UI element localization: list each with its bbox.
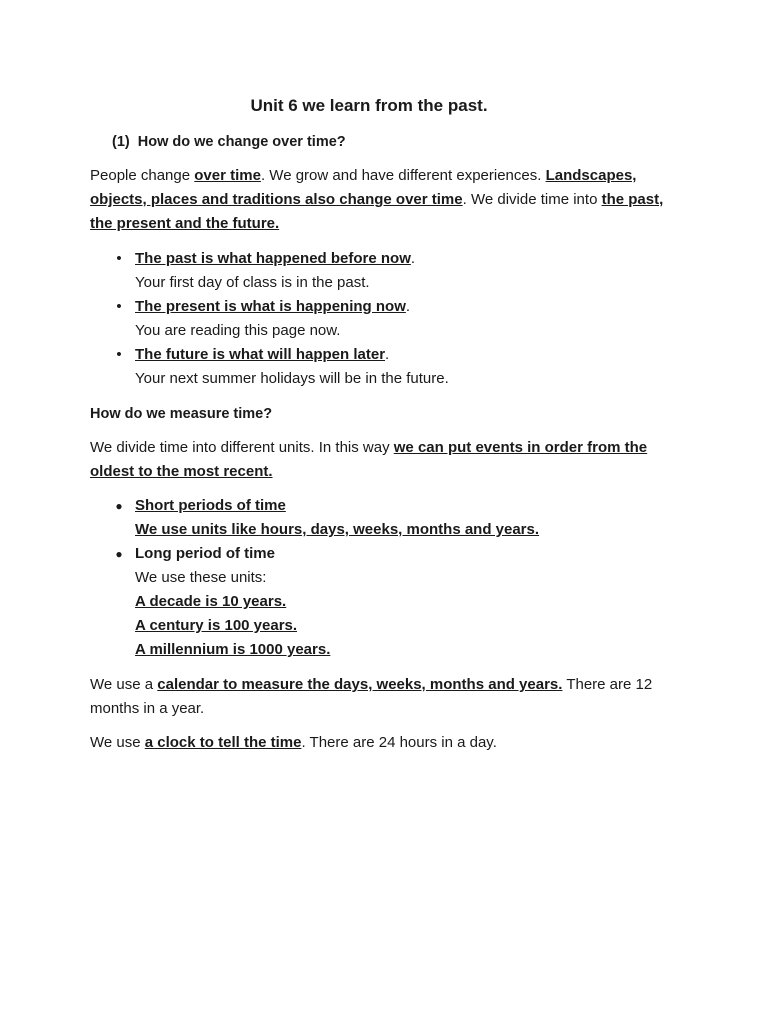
calendar-key: calendar to measure the days, weeks, months and years. (157, 676, 563, 693)
bullet-icon: ● (115, 547, 123, 561)
intro-key-over-time: over time (194, 167, 261, 184)
calendar-text-2: There are 12 months in a year. (90, 676, 653, 717)
long-period-intro: We use these units: (135, 569, 267, 586)
bullet-icon: ● (115, 499, 123, 513)
intro-text-2: . We grow and have different experiences. (260, 167, 546, 184)
short-periods-units: We use units like hours, days, weeks, months and years. (135, 521, 540, 538)
list-item-example: You are reading this page now. (135, 322, 341, 339)
clock-key: a clock to tell the time (144, 734, 302, 751)
section-number: (1) (112, 134, 130, 150)
bullet-icon: • (116, 346, 122, 363)
page-title: Unit 6 we learn from the past. (250, 96, 488, 115)
section-heading-measure: How do we measure time? (90, 406, 273, 422)
short-periods-heading: Short periods of time (135, 497, 286, 514)
intro-text-1: People change (90, 167, 195, 184)
intro-key-landscapes: Landscapes, objects, places and traditions also change over time (90, 167, 637, 208)
intro-key-past-present-future: the past, the present and the future. (90, 191, 664, 232)
intro-text-3: . We divide time into (462, 191, 602, 208)
list-item-short-periods (110, 494, 710, 542)
list-item-example: Your first day of class is in the past. (135, 274, 370, 291)
list-item-main (135, 343, 710, 367)
unit-century: A century is 100 years. (135, 617, 298, 634)
list-item-bold: The future is what will happen later (135, 346, 386, 363)
bullet-icon: • (116, 298, 122, 315)
list-item-long-period (110, 542, 710, 662)
section-heading-text: How do we change over time? (137, 134, 346, 150)
list-item-tail: . (385, 346, 390, 363)
intro-paragraph (90, 164, 680, 236)
clock-text-1: We use (90, 734, 145, 751)
bullet-icon: • (116, 250, 122, 267)
time-units-list (110, 494, 710, 662)
long-period-heading: Long period of time (135, 545, 275, 562)
list-item-main (135, 295, 710, 319)
list-item (110, 343, 710, 391)
clock-paragraph (90, 731, 680, 755)
calendar-text-1: We use a (90, 676, 158, 693)
measure-text: We divide time into different units. In this way (90, 439, 394, 456)
time-periods-list (110, 247, 710, 391)
list-item-tail: . (410, 250, 416, 267)
list-item-bold: The past is what happened before now (135, 250, 411, 267)
clock-text-2: . There are 24 hours in a day. (301, 734, 497, 751)
list-item-main (135, 247, 710, 271)
measure-paragraph (90, 436, 680, 484)
list-item-example: Your next summer holidays will be in the future. (135, 370, 449, 387)
list-item-bold: The present is what is happening now (135, 298, 406, 315)
section-heading-change (112, 131, 346, 153)
calendar-paragraph (90, 673, 680, 721)
list-item (110, 247, 710, 295)
list-item (110, 295, 710, 343)
unit-decade: A decade is 10 years. (135, 593, 287, 610)
list-item-tail: . (405, 298, 411, 315)
measure-key-order: we can put events in order from the oldest to the most recent. (90, 439, 648, 480)
unit-millennium: A millennium is 1000 years. (135, 641, 331, 658)
